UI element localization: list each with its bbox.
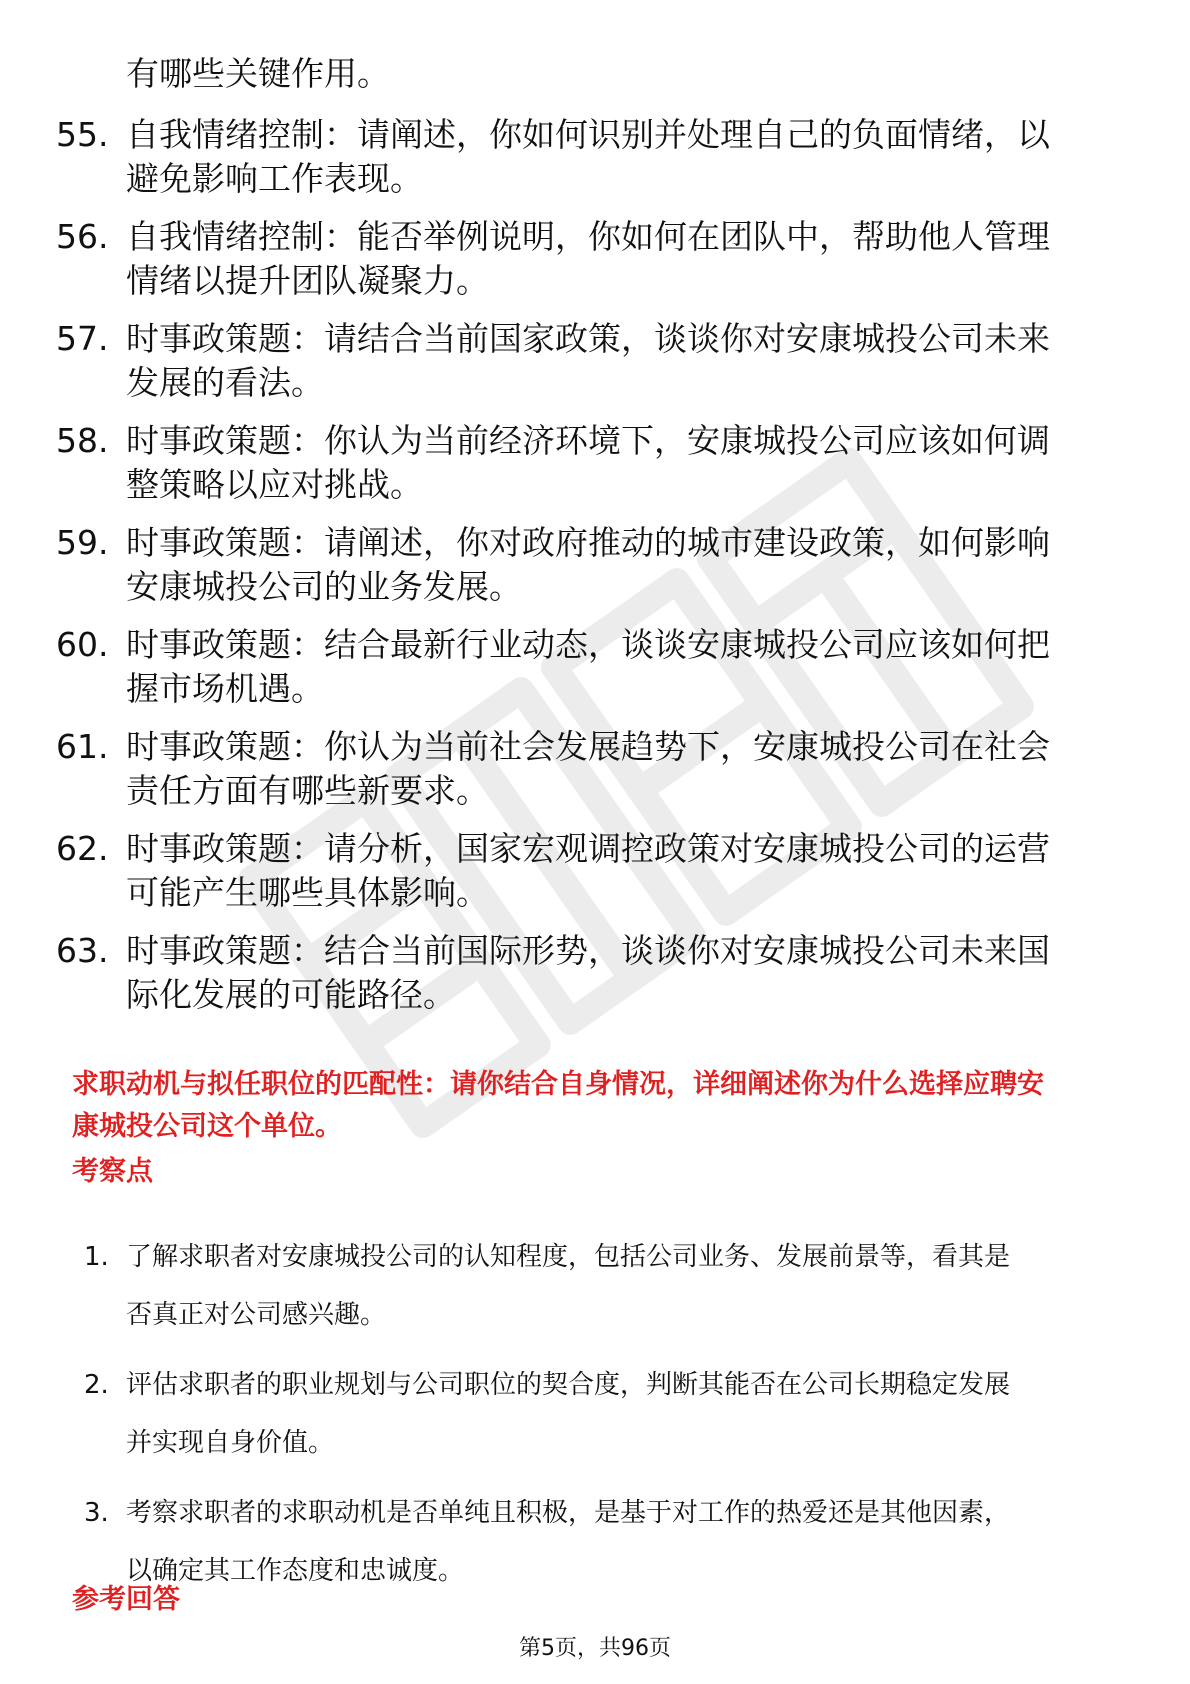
point-number: 3. xyxy=(84,1498,109,1528)
question-text xyxy=(126,317,1126,405)
question-line: 避免影响工作表现。 xyxy=(126,159,423,198)
examination-points-title: 考察点 xyxy=(72,1156,153,1187)
question-item xyxy=(56,317,1136,405)
question-text xyxy=(126,113,1126,201)
question-line: 自我情绪控制：请阐述，你如何识别并处理自己的负面情绪，以 xyxy=(126,115,1050,154)
question-heading-line: 求职动机与拟任职位的匹配性：请你结合自身情况，详细阐述你为什么选择应聘安 xyxy=(72,1069,1044,1100)
question-line: 际化发展的可能路径。 xyxy=(126,975,456,1014)
point-number: 1. xyxy=(84,1242,109,1272)
question-line: 时事政策题：请结合当前国家政策，谈谈你对安康城投公司未来 xyxy=(126,319,1050,358)
question-line: 握市场机遇。 xyxy=(126,669,324,708)
question-item xyxy=(56,725,1136,813)
question-line: 整策略以应对挑战。 xyxy=(126,465,423,504)
question-line: 自我情绪控制：能否举例说明，你如何在团队中，帮助他人管理 xyxy=(126,217,1050,256)
question-line: 时事政策题：你认为当前经济环境下，安康城投公司应该如何调 xyxy=(126,421,1050,460)
question-text xyxy=(126,419,1126,507)
question-item xyxy=(56,623,1136,711)
point-line: 并实现自身价值。 xyxy=(126,1428,335,1458)
question-number: 56. xyxy=(56,217,109,256)
question-item xyxy=(56,113,1136,201)
point-line: 考察求职者的求职动机是否单纯且积极，是基于对工作的热爱还是其他因素， xyxy=(126,1498,1011,1528)
question-text xyxy=(126,623,1126,711)
question-item xyxy=(56,419,1136,507)
point-text xyxy=(126,1356,1126,1472)
continuation-text: 有哪些关键作用。 xyxy=(126,54,390,93)
question-line: 时事政策题：结合最新行业动态，谈谈安康城投公司应该如何把 xyxy=(126,625,1050,664)
question-text xyxy=(126,215,1126,303)
question-item xyxy=(56,929,1136,1017)
examination-point xyxy=(84,1228,1134,1344)
question-line: 时事政策题：结合当前国际形势，谈谈你对安康城投公司未来国 xyxy=(126,931,1050,970)
question-number: 60. xyxy=(56,625,109,664)
point-text xyxy=(126,1228,1126,1344)
point-line: 评估求职者的职业规划与公司职位的契合度，判断其能否在公司长期稳定发展 xyxy=(126,1370,1011,1400)
point-line: 否真正对公司感兴趣。 xyxy=(126,1300,387,1330)
question-heading xyxy=(72,1064,1132,1148)
question-heading-line: 康城投公司这个单位。 xyxy=(72,1111,342,1142)
page-footer: 第5页，共96页 xyxy=(519,1636,671,1661)
examination-point xyxy=(84,1356,1134,1472)
question-text xyxy=(126,827,1126,915)
question-text xyxy=(126,929,1126,1017)
reference-answer-title: 参考回答 xyxy=(72,1584,180,1615)
question-line: 安康城投公司的业务发展。 xyxy=(126,567,522,606)
question-line: 责任方面有哪些新要求。 xyxy=(126,771,489,810)
question-line: 发展的看法。 xyxy=(126,363,324,402)
question-number: 61. xyxy=(56,727,109,766)
question-line: 情绪以提升团队凝聚力。 xyxy=(126,261,489,300)
question-line: 可能产生哪些具体影响。 xyxy=(126,873,489,912)
question-text xyxy=(126,521,1126,609)
question-number: 58. xyxy=(56,421,109,460)
question-number: 57. xyxy=(56,319,109,358)
question-item xyxy=(56,521,1136,609)
question-number: 62. xyxy=(56,829,109,868)
examination-point xyxy=(84,1484,1134,1600)
question-text xyxy=(126,725,1126,813)
point-number: 2. xyxy=(84,1370,109,1400)
question-list xyxy=(56,113,1136,1031)
question-item xyxy=(56,215,1136,303)
question-line: 时事政策题：请阐述，你对政府推动的城市建设政策，如何影响 xyxy=(126,523,1050,562)
question-line: 时事政策题：请分析，国家宏观调控政策对安康城投公司的运营 xyxy=(126,829,1050,868)
question-line: 时事政策题：你认为当前社会发展趋势下，安康城投公司在社会 xyxy=(126,727,1050,766)
question-number: 55. xyxy=(56,115,109,154)
question-number: 63. xyxy=(56,931,109,970)
point-line: 了解求职者对安康城投公司的认知程度，包括公司业务、发展前景等，看其是 xyxy=(126,1242,1011,1272)
point-text xyxy=(126,1484,1126,1600)
question-item xyxy=(56,827,1136,915)
point-line: 以确定其工作态度和忠诚度。 xyxy=(126,1556,465,1586)
examination-points-list xyxy=(84,1228,1134,1612)
question-number: 59. xyxy=(56,523,109,562)
